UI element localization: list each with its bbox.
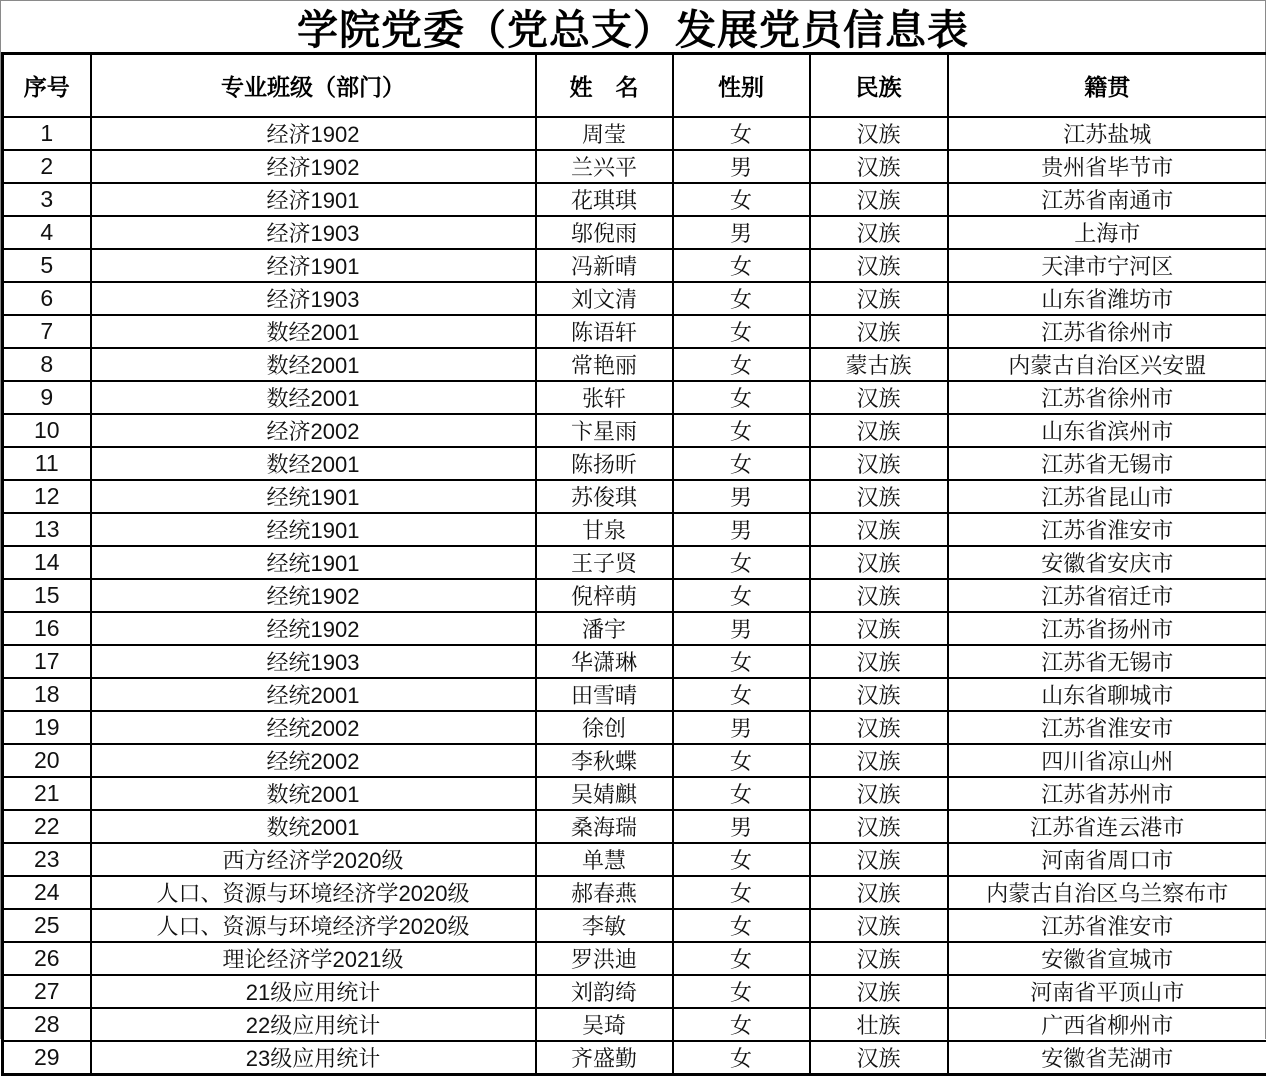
cell-ethnicity: 汉族 (810, 414, 948, 447)
col-header-no: 序号 (3, 54, 91, 117)
cell-ethnicity: 壮族 (810, 1008, 948, 1041)
cell-no: 20 (3, 744, 91, 777)
col-header-gender: 性别 (673, 54, 810, 117)
table-row (3, 612, 1266, 645)
cell-ethnicity: 汉族 (810, 645, 948, 678)
table-row (3, 249, 1266, 282)
cell-no: 4 (3, 216, 91, 249)
table-row (3, 942, 1266, 975)
cell-native-place: 江苏省淮安市 (948, 909, 1266, 942)
cell-no: 21 (3, 777, 91, 810)
cell-no: 2 (3, 150, 91, 183)
cell-native-place: 内蒙古自治区兴安盟 (948, 348, 1266, 381)
cell-no: 7 (3, 315, 91, 348)
table-row (3, 414, 1266, 447)
cell-gender: 女 (673, 909, 810, 942)
cell-ethnicity: 汉族 (810, 711, 948, 744)
cell-no: 22 (3, 810, 91, 843)
cell-major-class: 数经2001 (91, 447, 536, 480)
col-header-ethnicity: 民族 (810, 54, 948, 117)
cell-major-class: 经统1903 (91, 645, 536, 678)
table-row (3, 447, 1266, 480)
cell-ethnicity: 汉族 (810, 876, 948, 909)
cell-name: 刘文清 (536, 282, 673, 315)
cell-major-class: 人口、资源与环境经济学2020级 (91, 909, 536, 942)
col-header-native-place: 籍贯 (948, 54, 1266, 117)
cell-no: 1 (3, 117, 91, 150)
cell-major-class: 经统1902 (91, 612, 536, 645)
cell-major-class: 经济1903 (91, 282, 536, 315)
cell-no: 24 (3, 876, 91, 909)
cell-name: 周莹 (536, 117, 673, 150)
cell-major-class: 数经2001 (91, 381, 536, 414)
col-header-major-class: 专业班级（部门） (91, 54, 536, 117)
cell-gender: 女 (673, 876, 810, 909)
cell-no: 15 (3, 579, 91, 612)
cell-no: 3 (3, 183, 91, 216)
cell-ethnicity: 汉族 (810, 282, 948, 315)
cell-ethnicity: 汉族 (810, 975, 948, 1008)
table-row (3, 1008, 1266, 1041)
cell-ethnicity: 汉族 (810, 480, 948, 513)
cell-name: 张轩 (536, 381, 673, 414)
cell-native-place: 内蒙古自治区乌兰察布市 (948, 876, 1266, 909)
cell-ethnicity: 汉族 (810, 1041, 948, 1075)
cell-native-place: 江苏省连云港市 (948, 810, 1266, 843)
table-row (3, 909, 1266, 942)
col-header-name: 姓 名 (536, 54, 673, 117)
cell-no: 26 (3, 942, 91, 975)
cell-gender: 女 (673, 249, 810, 282)
table-row (3, 876, 1266, 909)
cell-gender: 男 (673, 216, 810, 249)
cell-name: 花琪琪 (536, 183, 673, 216)
cell-major-class: 经济1902 (91, 117, 536, 150)
cell-major-class: 理论经济学2021级 (91, 942, 536, 975)
cell-gender: 女 (673, 381, 810, 414)
cell-no: 29 (3, 1041, 91, 1075)
cell-native-place: 山东省滨州市 (948, 414, 1266, 447)
cell-native-place: 江苏省淮安市 (948, 711, 1266, 744)
page-title: 学院党委（党总支）发展党员信息表 (1, 1, 1265, 52)
cell-name: 华潇琳 (536, 645, 673, 678)
cell-major-class: 23级应用统计 (91, 1041, 536, 1075)
cell-gender: 男 (673, 150, 810, 183)
cell-name: 徐创 (536, 711, 673, 744)
cell-no: 14 (3, 546, 91, 579)
table-row (3, 381, 1266, 414)
cell-name: 陈语轩 (536, 315, 673, 348)
cell-name: 卞星雨 (536, 414, 673, 447)
cell-name: 邬倪雨 (536, 216, 673, 249)
cell-native-place: 江苏省无锡市 (948, 447, 1266, 480)
cell-ethnicity: 汉族 (810, 810, 948, 843)
table-row (3, 1041, 1266, 1075)
cell-native-place: 江苏省苏州市 (948, 777, 1266, 810)
cell-no: 28 (3, 1008, 91, 1041)
cell-gender: 女 (673, 744, 810, 777)
cell-no: 11 (3, 447, 91, 480)
cell-no: 10 (3, 414, 91, 447)
cell-name: 甘泉 (536, 513, 673, 546)
cell-name: 田雪晴 (536, 678, 673, 711)
table-row (3, 744, 1266, 777)
cell-major-class: 数经2001 (91, 315, 536, 348)
cell-native-place: 河南省平顶山市 (948, 975, 1266, 1008)
cell-major-class: 经济2002 (91, 414, 536, 447)
cell-ethnicity: 蒙古族 (810, 348, 948, 381)
cell-name: 罗洪迪 (536, 942, 673, 975)
cell-no: 27 (3, 975, 91, 1008)
cell-gender: 女 (673, 777, 810, 810)
table-row (3, 480, 1266, 513)
cell-gender: 女 (673, 678, 810, 711)
cell-major-class: 经统1901 (91, 546, 536, 579)
cell-ethnicity: 汉族 (810, 942, 948, 975)
cell-no: 18 (3, 678, 91, 711)
cell-major-class: 经统2001 (91, 678, 536, 711)
cell-native-place: 江苏盐城 (948, 117, 1266, 150)
cell-name: 苏俊琪 (536, 480, 673, 513)
cell-major-class: 22级应用统计 (91, 1008, 536, 1041)
cell-gender: 女 (673, 183, 810, 216)
cell-native-place: 江苏省扬州市 (948, 612, 1266, 645)
cell-no: 8 (3, 348, 91, 381)
cell-native-place: 河南省周口市 (948, 843, 1266, 876)
table-row (3, 678, 1266, 711)
cell-no: 5 (3, 249, 91, 282)
cell-native-place: 安徽省宣城市 (948, 942, 1266, 975)
table-row (3, 975, 1266, 1008)
cell-major-class: 经统1902 (91, 579, 536, 612)
cell-no: 23 (3, 843, 91, 876)
cell-gender: 女 (673, 447, 810, 480)
cell-major-class: 数经2001 (91, 348, 536, 381)
cell-native-place: 贵州省毕节市 (948, 150, 1266, 183)
table-row (3, 513, 1266, 546)
table-row (3, 150, 1266, 183)
table-row (3, 117, 1266, 150)
table-row (3, 315, 1266, 348)
cell-no: 12 (3, 480, 91, 513)
cell-gender: 女 (673, 1008, 810, 1041)
cell-ethnicity: 汉族 (810, 117, 948, 150)
cell-name: 李敏 (536, 909, 673, 942)
table-row (3, 711, 1266, 744)
cell-name: 兰兴平 (536, 150, 673, 183)
cell-native-place: 江苏省南通市 (948, 183, 1266, 216)
cell-major-class: 经统1901 (91, 513, 536, 546)
table-row (3, 777, 1266, 810)
table-row (3, 810, 1266, 843)
cell-name: 陈扬昕 (536, 447, 673, 480)
cell-gender: 男 (673, 810, 810, 843)
cell-major-class: 人口、资源与环境经济学2020级 (91, 876, 536, 909)
cell-ethnicity: 汉族 (810, 843, 948, 876)
cell-gender: 女 (673, 348, 810, 381)
table-row (3, 546, 1266, 579)
table-row (3, 645, 1266, 678)
cell-gender: 女 (673, 117, 810, 150)
cell-native-place: 山东省聊城市 (948, 678, 1266, 711)
cell-major-class: 数统2001 (91, 777, 536, 810)
cell-major-class: 经统2002 (91, 711, 536, 744)
cell-gender: 女 (673, 975, 810, 1008)
table-row (3, 216, 1266, 249)
cell-native-place: 山东省潍坊市 (948, 282, 1266, 315)
cell-gender: 女 (673, 414, 810, 447)
cell-ethnicity: 汉族 (810, 183, 948, 216)
cell-no: 16 (3, 612, 91, 645)
table-row (3, 579, 1266, 612)
cell-name: 李秋蝶 (536, 744, 673, 777)
members-table (1, 52, 1266, 1076)
cell-native-place: 江苏省宿迁市 (948, 579, 1266, 612)
cell-name: 刘韵绮 (536, 975, 673, 1008)
table-row (3, 183, 1266, 216)
cell-major-class: 经统2002 (91, 744, 536, 777)
cell-major-class: 经济1901 (91, 183, 536, 216)
cell-name: 吴琦 (536, 1008, 673, 1041)
cell-name: 单慧 (536, 843, 673, 876)
cell-gender: 男 (673, 480, 810, 513)
cell-name: 倪梓萌 (536, 579, 673, 612)
cell-ethnicity: 汉族 (810, 909, 948, 942)
cell-major-class: 数统2001 (91, 810, 536, 843)
cell-no: 9 (3, 381, 91, 414)
cell-native-place: 天津市宁河区 (948, 249, 1266, 282)
cell-ethnicity: 汉族 (810, 381, 948, 414)
cell-name: 郝春燕 (536, 876, 673, 909)
cell-major-class: 经济1902 (91, 150, 536, 183)
cell-ethnicity: 汉族 (810, 150, 948, 183)
cell-native-place: 江苏省淮安市 (948, 513, 1266, 546)
table-row (3, 282, 1266, 315)
cell-gender: 女 (673, 942, 810, 975)
cell-native-place: 四川省凉山州 (948, 744, 1266, 777)
cell-ethnicity: 汉族 (810, 447, 948, 480)
cell-no: 25 (3, 909, 91, 942)
cell-native-place: 江苏省徐州市 (948, 381, 1266, 414)
cell-gender: 女 (673, 546, 810, 579)
cell-gender: 男 (673, 513, 810, 546)
table-row (3, 348, 1266, 381)
cell-major-class: 经济1903 (91, 216, 536, 249)
cell-native-place: 广西省柳州市 (948, 1008, 1266, 1041)
cell-no: 19 (3, 711, 91, 744)
cell-major-class: 经统1901 (91, 480, 536, 513)
cell-name: 常艳丽 (536, 348, 673, 381)
cell-gender: 女 (673, 645, 810, 678)
cell-no: 13 (3, 513, 91, 546)
cell-ethnicity: 汉族 (810, 777, 948, 810)
cell-gender: 女 (673, 1041, 810, 1075)
cell-ethnicity: 汉族 (810, 678, 948, 711)
header-row (3, 54, 1266, 117)
cell-ethnicity: 汉族 (810, 744, 948, 777)
cell-gender: 女 (673, 579, 810, 612)
cell-gender: 女 (673, 315, 810, 348)
table-row (3, 843, 1266, 876)
cell-name: 齐盛勤 (536, 1041, 673, 1075)
cell-gender: 女 (673, 843, 810, 876)
cell-native-place: 江苏省无锡市 (948, 645, 1266, 678)
cell-ethnicity: 汉族 (810, 249, 948, 282)
cell-native-place: 江苏省徐州市 (948, 315, 1266, 348)
cell-native-place: 安徽省安庆市 (948, 546, 1266, 579)
cell-native-place: 安徽省芜湖市 (948, 1041, 1266, 1075)
table-body (3, 117, 1266, 1075)
cell-name: 冯新晴 (536, 249, 673, 282)
cell-major-class: 经济1901 (91, 249, 536, 282)
cell-major-class: 21级应用统计 (91, 975, 536, 1008)
cell-ethnicity: 汉族 (810, 546, 948, 579)
cell-native-place: 上海市 (948, 216, 1266, 249)
cell-name: 吴婧麒 (536, 777, 673, 810)
cell-ethnicity: 汉族 (810, 513, 948, 546)
cell-ethnicity: 汉族 (810, 579, 948, 612)
cell-ethnicity: 汉族 (810, 315, 948, 348)
cell-ethnicity: 汉族 (810, 612, 948, 645)
cell-major-class: 西方经济学2020级 (91, 843, 536, 876)
cell-name: 桑海瑞 (536, 810, 673, 843)
cell-ethnicity: 汉族 (810, 216, 948, 249)
cell-name: 王子贤 (536, 546, 673, 579)
cell-name: 潘宇 (536, 612, 673, 645)
cell-gender: 女 (673, 282, 810, 315)
cell-gender: 男 (673, 612, 810, 645)
cell-no: 17 (3, 645, 91, 678)
cell-gender: 男 (673, 711, 810, 744)
cell-native-place: 江苏省昆山市 (948, 480, 1266, 513)
cell-no: 6 (3, 282, 91, 315)
